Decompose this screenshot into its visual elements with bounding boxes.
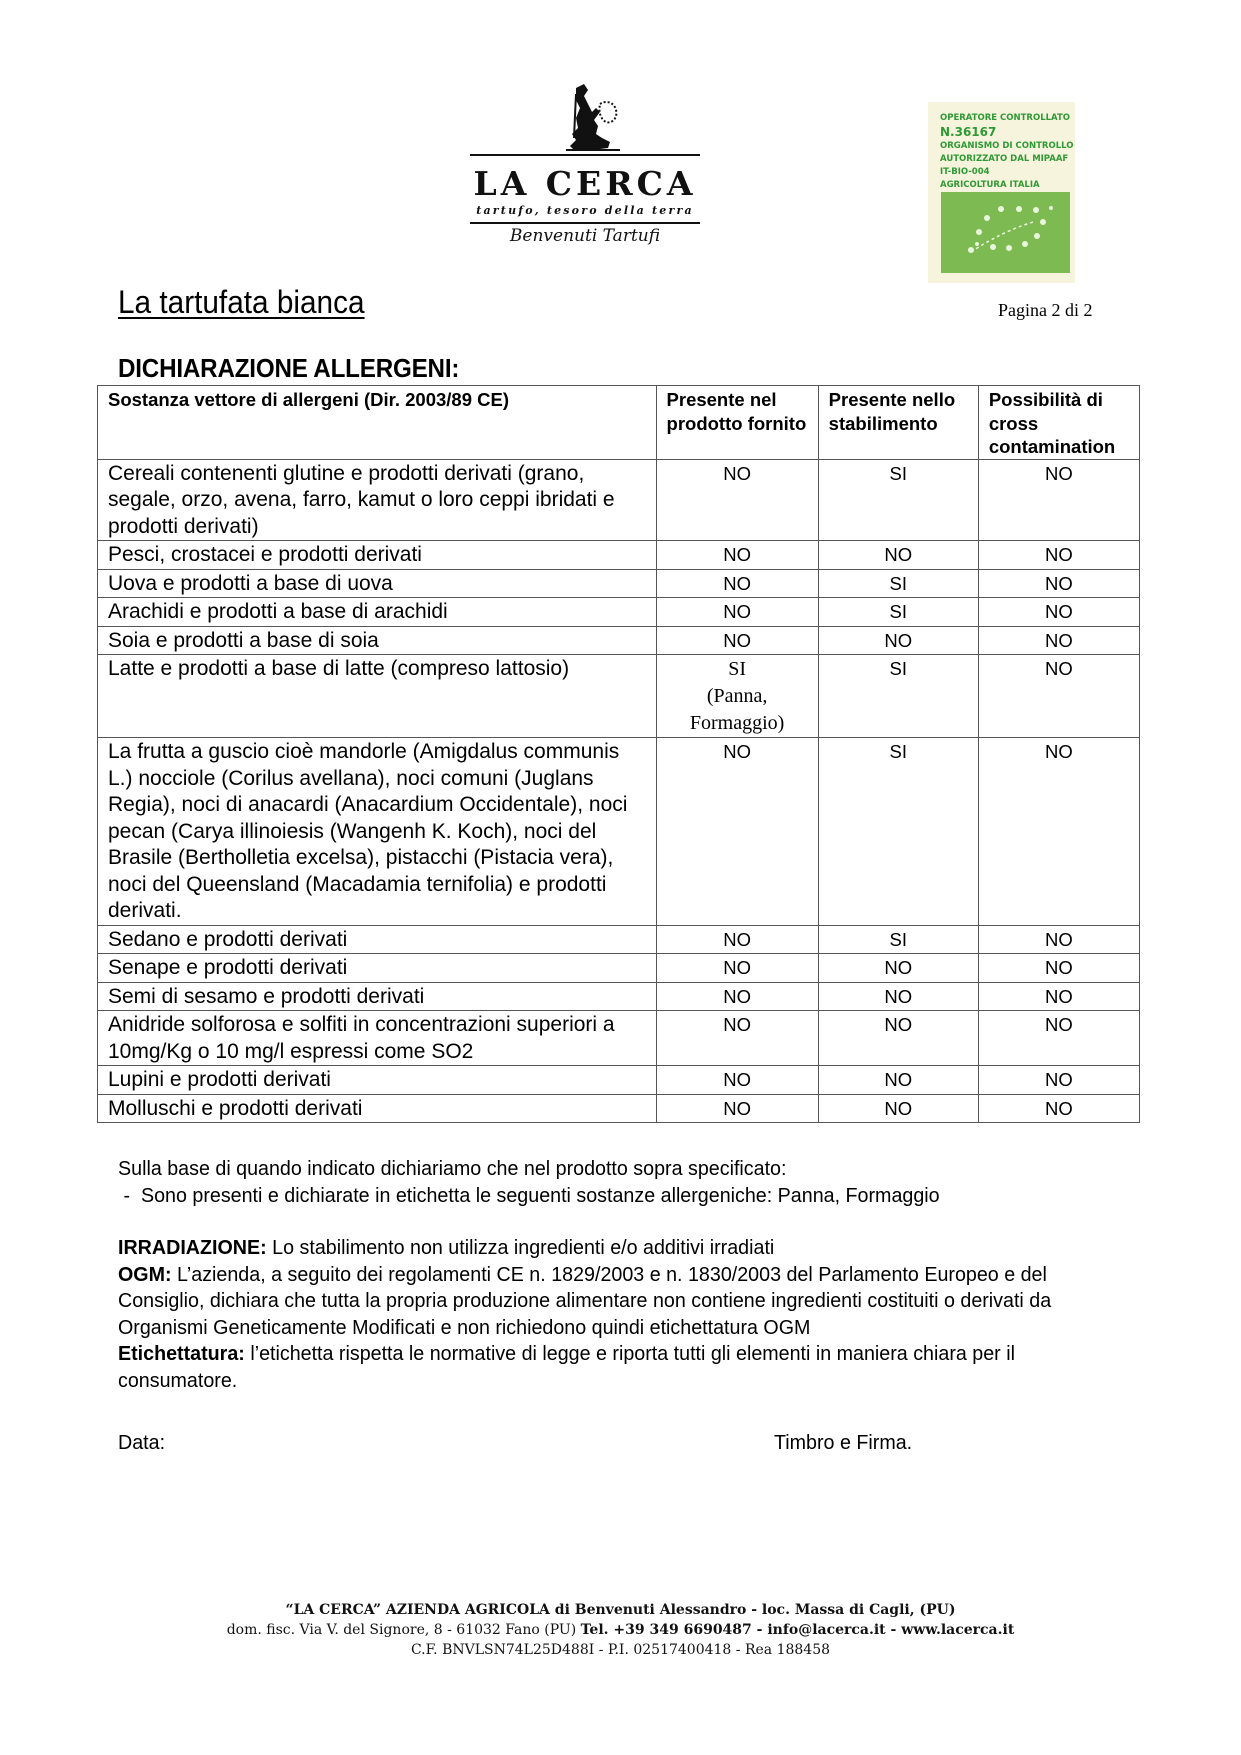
in-product-value — [656, 954, 818, 983]
in-product-value — [656, 541, 818, 570]
cross-contamination-value: NO — [978, 1094, 1139, 1123]
table-row — [98, 541, 1140, 570]
in-product-answer: SI — [728, 658, 746, 680]
badge-line: IT-BIO-004 — [940, 167, 990, 177]
table-row — [98, 738, 1140, 926]
company-footer — [0, 1600, 1241, 1660]
cross-contamination-value: NO — [978, 598, 1139, 627]
in-product-answer: NO — [723, 1097, 751, 1119]
allergen-substance: Soia e prodotti a base di soia — [98, 626, 657, 655]
labeling-note — [118, 1341, 1078, 1394]
header-in-product: Presente nel prodotto fornito — [656, 386, 818, 460]
organic-certification-badge — [928, 102, 1075, 283]
logo-top-rule — [470, 154, 700, 156]
cross-contamination-value: NO — [978, 626, 1139, 655]
in-product-answer: NO — [723, 1069, 751, 1090]
cross-contamination-value: NO — [978, 569, 1139, 598]
allergen-substance: Latte e prodotti a base di latte (compreso lattosio) — [98, 655, 657, 738]
in-plant-value: NO — [818, 1066, 978, 1095]
header-in-plant: Presente nello stabilimento — [818, 386, 978, 460]
footer-address-line — [0, 1620, 1241, 1640]
document-title: La tartufata bianca — [118, 284, 365, 320]
in-product-answer: NO — [723, 741, 751, 762]
in-product-answer: NO — [723, 572, 751, 594]
table-row — [98, 1066, 1140, 1095]
in-plant-value: SI — [818, 598, 978, 627]
truffle-hunter-icon — [562, 82, 622, 154]
table-row — [98, 598, 1140, 627]
table-row — [98, 626, 1140, 655]
notes — [118, 1235, 1078, 1394]
allergen-substance: Senape e prodotti derivati — [98, 954, 657, 983]
allergen-substance: Pesci, crostacei e prodotti derivati — [98, 541, 657, 570]
in-product-answer: NO — [723, 928, 751, 950]
in-plant-value: NO — [818, 1011, 978, 1066]
cross-contamination-value: NO — [978, 738, 1139, 926]
declaration — [118, 1156, 1078, 1209]
logo-tagline: tartufo, tesoro della terra — [476, 204, 694, 217]
in-plant-value: SI — [818, 738, 978, 926]
allergen-substance: Lupini e prodotti derivati — [98, 1066, 657, 1095]
eu-organic-leaf-panel — [941, 192, 1070, 273]
badge-line: AGRICOLTURA ITALIA — [940, 180, 1040, 190]
footer-tax-line: C.F. BNVLSN74L25D488I - P.I. 02517400418 - Rea 188458 — [410, 1642, 831, 1658]
irradiation-label: IRRADIAZIONE: — [118, 1236, 267, 1259]
in-product-value — [656, 1066, 818, 1095]
table-row — [98, 569, 1140, 598]
in-plant-value: SI — [818, 459, 978, 541]
irradiation-note — [118, 1235, 1078, 1262]
logo-signature: Benvenuti Tartufi — [509, 226, 661, 246]
in-plant-value: NO — [818, 954, 978, 983]
logo-bottom-rule — [470, 222, 700, 224]
in-plant-value: SI — [818, 569, 978, 598]
allergen-table — [97, 385, 1140, 1123]
cross-contamination-value: NO — [978, 1011, 1139, 1066]
table-row — [98, 925, 1140, 954]
in-product-value — [656, 569, 818, 598]
cross-contamination-value: NO — [978, 925, 1139, 954]
footer-company-line: “LA CERCA” AZIENDA AGRICOLA di Benvenuti Alessandro - loc. Massa di Cagli, (PU) — [285, 1602, 956, 1618]
in-plant-value: SI — [818, 655, 978, 738]
in-product-answer: NO — [723, 985, 751, 1007]
eu-organic-leaf-icon — [941, 192, 1070, 273]
table-row — [98, 1011, 1140, 1066]
table-row — [98, 982, 1140, 1011]
cross-contamination-value: NO — [978, 982, 1139, 1011]
allergen-substance: Cereali contenenti glutine e prodotti derivati (grano, segale, orzo, avena, farro, kamut o loro ceppi ibridati e prodotti derivati) — [98, 459, 657, 541]
cross-contamination-value: NO — [978, 459, 1139, 541]
header-substance: Sostanza vettore di allergeni (Dir. 2003/89 CE) — [98, 386, 657, 460]
ogm-note — [118, 1262, 1078, 1342]
section-title: DICHIARAZIONE ALLERGENI: — [118, 353, 460, 383]
in-product-value — [656, 738, 818, 926]
in-plant-value: SI — [818, 925, 978, 954]
in-product-value — [656, 598, 818, 627]
table-body — [98, 459, 1140, 1123]
in-product-answer: NO — [723, 629, 751, 651]
badge-line: N.36167 — [940, 125, 997, 139]
table-row — [98, 1094, 1140, 1123]
in-product-answer: NO — [723, 462, 751, 484]
badge-text — [940, 112, 1073, 192]
allergen-substance: Arachidi e prodotti a base di arachidi — [98, 598, 657, 627]
allergen-substance: Anidride solforosa e solfiti in concentrazioni superiori a 10mg/Kg o 10 mg/l espressi come SO2 — [98, 1011, 657, 1066]
table-row — [98, 655, 1140, 738]
labeling-label: Etichettatura: — [118, 1342, 245, 1365]
in-plant-value: NO — [818, 982, 978, 1011]
badge-line: AUTORIZZATO DAL MIPAAF — [940, 154, 1069, 164]
irradiation-text: Lo stabilimento non utilizza ingredienti e/o additivi irradiati — [266, 1236, 775, 1259]
in-plant-value: NO — [818, 1094, 978, 1123]
in-plant-value: NO — [818, 626, 978, 655]
cross-contamination-value: NO — [978, 541, 1139, 570]
allergen-substance: La frutta a guscio cioè mandorle (Amigdalus communis L.) nocciole (Corilus avellana), noci comuni (Juglans Regia), noci di anacardi (Anacardium Occidentale), noci pecan (Carya illinoiesis (Wangenh K. Koch), noci del Brasile (Bertholletia excelsa), pistacchi (Pistacia vera), noci del Queensland (Macadamia ternifolia) e prodotti derivati. — [98, 738, 657, 926]
badge-line: ORGANISMO DI CONTROLLO — [940, 141, 1074, 151]
page-number: Pagina 2 di 2 — [998, 300, 1093, 320]
allergen-substance: Uova e prodotti a base di uova — [98, 569, 657, 598]
in-product-value — [656, 982, 818, 1011]
in-product-answer: NO — [723, 601, 751, 622]
ogm-label: OGM: — [118, 1262, 172, 1286]
in-product-value — [656, 1094, 818, 1123]
allergen-substance: Molluschi e prodotti derivati — [98, 1094, 657, 1123]
footer-address: dom. fisc. Via V. del Signore, 8 - 61032 Fano (PU) — [226, 1622, 581, 1638]
date-label: Data: — [118, 1431, 166, 1454]
labeling-text: l’etichetta rispetta le normative di legge e riporta tutti gli elementi in maniera chiara per il consumatore. — [118, 1342, 1015, 1392]
logo-brand: LA CERCA — [473, 164, 697, 203]
in-product-value — [656, 626, 818, 655]
table-row — [98, 459, 1140, 541]
footer-contacts: Tel. +39 349 6690487 - info@lacerca.it - www.lacerca.it — [580, 1622, 1015, 1638]
ogm-text: L’azienda, a seguito dei regolamenti CE n. 1829/2003 e n. 1830/2003 del Parlamento Europeo e del Consiglio, dichiara che tutta la propria produzione alimentare non contiene ingredienti costituiti o derivati da Organismi Geneticamente Modificati e non richiedono quindi etichettatura OGM — [118, 1262, 1052, 1339]
in-product-note: (Panna, Formaggio) — [689, 685, 785, 734]
in-product-value — [656, 655, 818, 738]
in-product-answer: NO — [723, 1014, 751, 1035]
in-product-value — [656, 925, 818, 954]
declaration-bullet: - Sono presenti e dichiarate in etichetta le seguenti sostanze allergeniche: Panna, Formaggio — [118, 1183, 940, 1207]
header-cross-contamination: Possibilità di cross contamination — [978, 386, 1139, 460]
in-product-value — [656, 459, 818, 541]
cross-contamination-value: NO — [978, 954, 1139, 983]
table-row — [98, 954, 1140, 983]
cross-contamination-value: NO — [978, 1066, 1139, 1095]
table-header-row — [98, 386, 1140, 460]
in-product-answer: NO — [723, 957, 751, 978]
badge-line: OPERATORE CONTROLLATO — [940, 113, 1070, 123]
allergen-substance: Sedano e prodotti derivati — [98, 925, 657, 954]
allergen-substance: Semi di sesamo e prodotti derivati — [98, 982, 657, 1011]
in-plant-value: NO — [818, 541, 978, 570]
in-product-answer: NO — [723, 544, 751, 565]
declaration-intro: Sulla base di quando indicato dichiariamo che nel prodotto sopra specificato: — [118, 1157, 787, 1180]
in-product-value — [656, 1011, 818, 1066]
company-logo — [470, 76, 710, 256]
cross-contamination-value: NO — [978, 655, 1139, 738]
stamp-signature-label: Timbro e Firma. — [774, 1431, 913, 1454]
